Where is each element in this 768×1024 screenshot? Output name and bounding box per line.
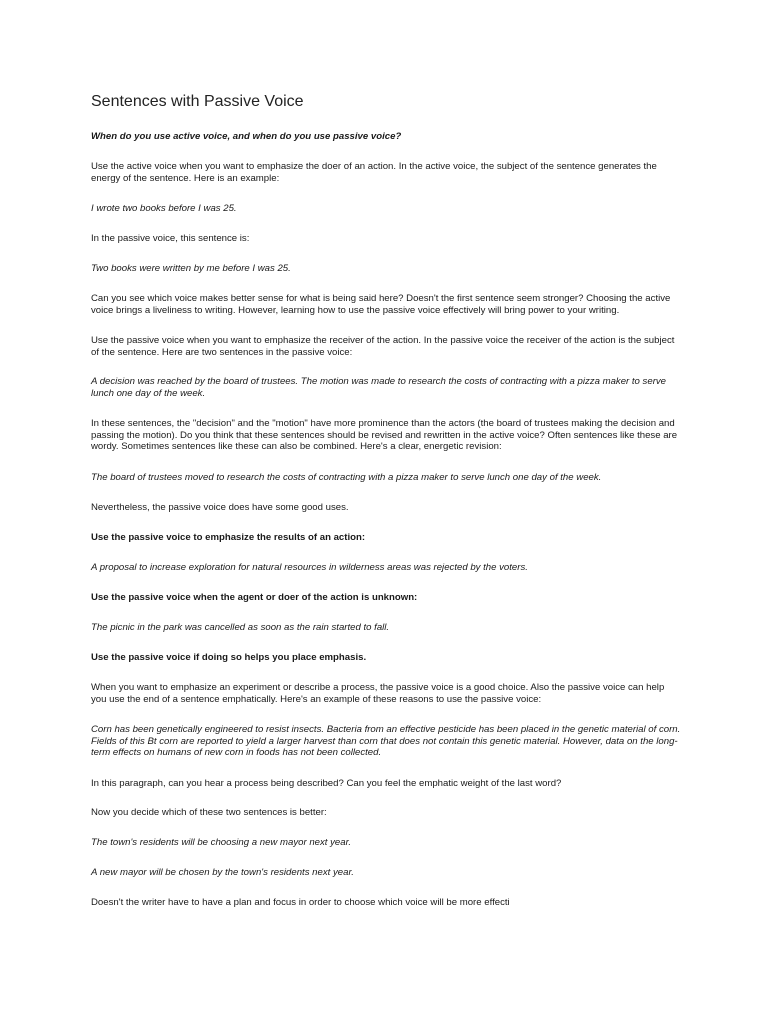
heading-unknown-agent: Use the passive voice when the agent or doer of the action is unknown: [91, 592, 418, 603]
paragraph-passive-intro: In the passive voice, this sentence is: [91, 233, 250, 244]
paragraph-experiment: When you want to emphasize an experiment or describe a process, the passive voice is a good choice. Also the passive voice can help you use the end of a sentence emphatically. Here's an example of these reasons to use the passive voice: [91, 682, 665, 705]
example-residents: The town's residents will be choosing a new mayor next year. [91, 837, 352, 848]
example-picnic: The picnic in the park was cancelled as soon as the rain started to fall. [91, 622, 390, 633]
paragraph-receiver: Use the passive voice when you want to emphasize the receiver of the action. In the passive voice the receiver of the action is the subject of the sentence. Here are two sentences in the passive voice: [91, 335, 675, 358]
paragraph-active-voice: Use the active voice when you want to emphasize the doer of an action. In the active voice, the subject of the sentence generates the energy of the sentence. Here is an example: [91, 161, 657, 184]
example-corn: Corn has been genetically engineered to resist insects. Bacteria from an effective pesticide has been placed in the genetic material of corn. Fields of this Bt corn are reported to yield a larger harvest than corn that does not contain this genetic material. However, data on the long-term effects on humans of new corn in foods has not been collected. [91, 724, 681, 758]
paragraph-good-uses: Nevertheless, the passive voice does have some good uses. [91, 502, 349, 513]
example-board-decision: A decision was reached by the board of trustees. The motion was made to research the costs of contracting with a pizza maker to serve lunch one day of the week. [91, 376, 667, 399]
example-active: I wrote two books before I was 25. [91, 203, 237, 214]
paragraph-closing: Doesn't the writer have to have a plan and focus in order to choose which voice will be more effecti [91, 897, 510, 908]
page-title: Sentences with Passive Voice [91, 93, 304, 110]
example-revision: The board of trustees moved to research the costs of contracting with a pizza maker to serve lunch one day of the week. [91, 472, 602, 483]
heading-emphasis: Use the passive voice if doing so helps you place emphasis. [91, 652, 367, 663]
example-mayor: A new mayor will be chosen by the town's residents next year. [91, 867, 354, 878]
paragraph-comparison: Can you see which voice makes better sense for what is being said here? Doesn't the first sentence seem stronger? Choosing the active voice brings a liveliness to writing. However, learning how to use the passive voice effectively will bring power to your writing. [91, 293, 671, 316]
heading-results: Use the passive voice to emphasize the results of an action: [91, 532, 366, 543]
question-heading: When do you use active voice, and when do you use passive voice? [91, 131, 402, 142]
example-proposal: A proposal to increase exploration for natural resources in wilderness areas was rejected by the voters. [91, 562, 528, 573]
paragraph-process: In this paragraph, can you hear a process being described? Can you feel the emphatic weight of the last word? [91, 778, 562, 789]
example-passive: Two books were written by me before I was 25. [91, 263, 291, 274]
paragraph-prominence: In these sentences, the "decision" and the "motion" have more prominence than the actors (the board of trustees making the decision and passing the motion). Do you think that these sentences should be revised and rewritten in the active voice? Often sentences like these are wordy. Sometimes sentences like these can also be combined. Here's a clear, energetic revision: [91, 418, 678, 452]
paragraph-decide: Now you decide which of these two sentences is better: [91, 807, 327, 818]
